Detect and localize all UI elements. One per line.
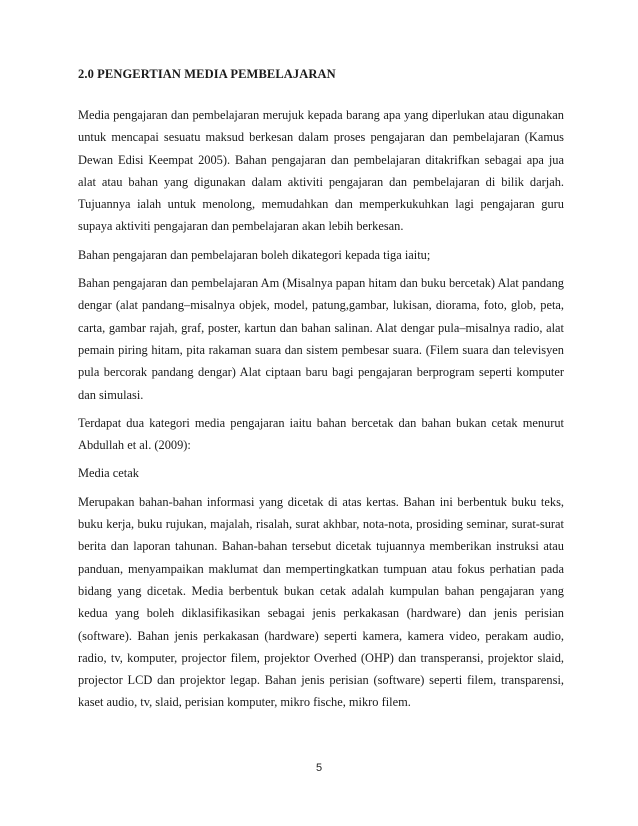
subheading-print-media: Media cetak	[78, 466, 139, 481]
section-heading: 2.0 PENGERTIAN MEDIA PEMBELAJARAN	[78, 67, 336, 81]
paragraph-categories-intro: Bahan pengajaran dan pembelajaran boleh dikategori kepada tiga iaitu;	[78, 247, 431, 262]
paragraph-definition: Media pengajaran dan pembelajaran merujuk kepada barang apa yang diperlukan atau digunakan untuk mencapai sesuatu maksud berkesan dalam proses pengajaran dan pembelajaran (Kamus Dewan Edisi Keempat 2005). Bahan pengajaran dan pembelajaran ditakrifkan sebagai apa jua alat atau bahan yang digunakan dalam aktiviti pengajaran dan pembelajaran di bilik darjah. Tujuannya ialah untuk menolong, memudahkan dan memperkukuhkan lagi pengajaran guru supaya aktiviti pengajaran dan pembelajaran akan lebih berkesan.	[78, 108, 564, 234]
paragraph-print-media: Merupakan bahan-bahan informasi yang dicetak di atas kertas. Bahan ini berbentuk buku teks, buku kerja, buku rujukan, majalah, risalah, surat akhbar, nota-nota, prosiding seminar, surat-surat berita dan laporan tahunan. Bahan-bahan tersebut dicetak tujuannya memberikan instruksi atau panduan, menyampaikan maklumat dan mempertingkatkan tumpuan atau fokus perhatian pada bidang yang dicetak. Media berbentuk bukan cetak adalah kumpulan bahan pengajaran yang kedua yang boleh diklasifikasikan sebagai jenis perkakasan (hardware) dan jenis perisian (software). Bahan jenis perkakasan (hardware) seperti kamera, kamera video, perakam audio, radio, tv, komputer, projector filem, projektor Overhed (OHP) dan transperansi, projektor slaid, projector LCD dan projektor legap. Bahan jenis perisian (software) seperti filem, transparensi, kaset audio, tv, slaid, perisian komputer, mikro fische, mikro filem.	[78, 494, 564, 710]
page-number: 5	[315, 762, 323, 774]
paragraph-general-materials: Bahan pengajaran dan pembelajaran Am (Misalnya papan hitam dan buku bercetak) Alat pandang dengar (alat pandang–misalnya objek, model, patung,gambar, lukisan, diorama, foto, glob, peta, carta, gambar rajah, graf, poster, kartun dan bahan salinan. Alat dengar pula–misalnya radio, alat pemain piring hitam, pita rakaman suara dan sistem pembesar suara. (Filem suara dan televisyen pula bercorak pandang dengar) Alat ciptaan baru bagi pengajaran berprogram seperti komputer dan simulasi.	[78, 276, 564, 402]
paragraph-two-categories: Terdapat dua kategori media pengajaran iaitu bahan bercetak dan bahan bukan cetak menurut Abdullah et al. (2009):	[78, 415, 564, 453]
document-page	[78, 66, 564, 720]
